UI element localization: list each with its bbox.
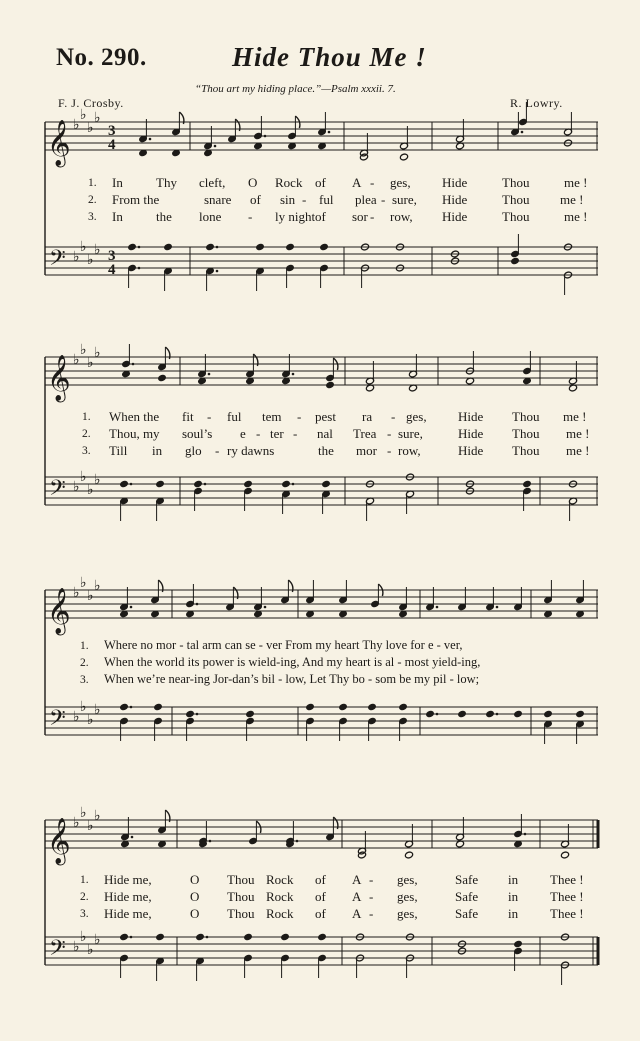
flat-sign: ♭ — [80, 575, 87, 591]
lyric-syllable: Safe — [455, 872, 479, 887]
lyric-syllable: - — [369, 906, 374, 921]
verse-number: 3. — [82, 445, 91, 457]
augmentation-dot — [196, 713, 199, 716]
composer-credit: R. Lowry. — [510, 96, 563, 110]
lyric-syllable: me ! — [566, 443, 590, 458]
augmentation-dot — [206, 936, 209, 939]
lyric-syllable: - — [387, 426, 392, 441]
flat-sign: ♭ — [80, 699, 87, 715]
flat-sign: ♭ — [94, 702, 101, 718]
lyric-syllable: Thou — [502, 192, 530, 207]
lyric-syllable: Thou — [227, 889, 255, 904]
lyric-syllable: ges, — [397, 906, 418, 921]
lyric-syllable: fit — [182, 409, 194, 424]
note-head — [285, 243, 294, 251]
lyric-syllable: me ! — [560, 192, 584, 207]
flat-sign: ♭ — [87, 712, 94, 728]
lyric-syllable: Rock — [266, 906, 294, 921]
note-head — [119, 703, 128, 711]
augmentation-dot — [214, 145, 217, 148]
lyric-syllable: the — [156, 209, 172, 224]
lyric-syllable: - — [369, 872, 374, 887]
note-head — [280, 933, 289, 941]
time-signature-top: 3 — [108, 123, 116, 139]
flat-sign: ♭ — [80, 805, 87, 821]
note-head — [522, 480, 531, 488]
lyric-syllable: sure, — [392, 192, 417, 207]
lyric-syllable: mor — [356, 443, 377, 458]
note-head — [317, 933, 326, 941]
hymn-number: No. 290. — [56, 44, 147, 71]
lyric-syllable: lone — [199, 209, 222, 224]
lyric-syllable: O — [190, 872, 200, 887]
augmentation-dot — [130, 706, 133, 709]
flat-sign: ♭ — [94, 932, 101, 948]
flat-sign: ♭ — [87, 252, 94, 268]
lyric-syllable: Thy — [156, 175, 177, 190]
augmentation-dot — [524, 833, 527, 836]
augmentation-dot — [204, 483, 207, 486]
lyric-syllable: - — [256, 426, 261, 441]
flat-sign: ♭ — [80, 239, 87, 255]
lyric-syllable: Thou — [502, 209, 530, 224]
lyric-syllable: O — [248, 175, 258, 190]
lyric-syllable: Thou — [502, 175, 530, 190]
flat-sign: ♭ — [94, 578, 101, 594]
lyric-syllable: Rock — [266, 872, 294, 887]
flat-sign: ♭ — [73, 939, 80, 955]
verse-number: 3. — [80, 674, 89, 686]
flat-sign: ♭ — [94, 110, 101, 126]
lyric-syllable: A — [352, 889, 362, 904]
verse-number: 3. — [80, 908, 89, 920]
augmentation-dot — [209, 840, 212, 843]
augmentation-dot — [138, 246, 141, 249]
augmentation-dot — [130, 483, 133, 486]
note-head — [560, 851, 569, 859]
lyric-syllable: A — [352, 906, 362, 921]
time-signature-bottom: 4 — [108, 137, 116, 153]
note-head — [193, 480, 202, 488]
lyric-syllable: glo — [185, 443, 202, 458]
lyric-syllable: cleft, — [199, 175, 226, 190]
verse-number: 2. — [80, 657, 89, 669]
lyricist-credit: F. J. Crosby. — [58, 96, 124, 110]
lyric-syllable: ges, — [397, 872, 418, 887]
note-head — [399, 153, 408, 161]
augmentation-dot — [436, 713, 439, 716]
lyric-syllable: - — [381, 192, 386, 207]
note-head — [163, 243, 172, 251]
flat-sign: ♭ — [73, 709, 80, 725]
lyric-syllable: Hide me, — [104, 872, 152, 887]
lyric-syllable: of — [250, 192, 261, 207]
lyric-syllable: Thou, my — [109, 426, 160, 441]
treble-clef: 𝄞 — [47, 588, 71, 634]
lyric-syllable: O — [190, 889, 200, 904]
note-head — [513, 940, 522, 948]
note-head — [513, 710, 522, 718]
note-head — [575, 710, 584, 718]
augmentation-dot — [196, 603, 199, 606]
lyric-syllable: Thou — [512, 443, 540, 458]
lyric-syllable: Hide — [458, 409, 484, 424]
augmentation-dot — [292, 373, 295, 376]
lyric-syllable: Thee ! — [550, 889, 584, 904]
lyric-syllable: ges, — [390, 175, 411, 190]
lyric-syllable: of — [315, 872, 326, 887]
augmentation-dot — [216, 246, 219, 249]
lyric-syllable: Thee ! — [550, 906, 584, 921]
flat-sign: ♭ — [80, 469, 87, 485]
lyric-syllable: In — [112, 209, 123, 224]
note-head — [245, 710, 254, 718]
lyric-syllable: soul’s — [182, 426, 213, 441]
lyric-syllable: A — [352, 175, 362, 190]
lyric-line: When the world its power is wield-ing, And my heart is al - most yield-ing, — [104, 655, 481, 669]
lyric-syllable: ly night — [275, 209, 316, 224]
lyric-syllable: - — [207, 409, 212, 424]
note-head — [398, 703, 407, 711]
flat-sign: ♭ — [94, 242, 101, 258]
lyric-syllable: Rock — [266, 889, 294, 904]
verse-number: 2. — [80, 891, 89, 903]
lyric-syllable: me ! — [566, 426, 590, 441]
note-head — [155, 933, 164, 941]
augmentation-dot — [264, 606, 267, 609]
lyric-syllable: tem — [262, 409, 282, 424]
lyric-syllable: From the — [112, 192, 160, 207]
augmentation-dot — [216, 270, 219, 273]
augmentation-dot — [264, 135, 267, 138]
augmentation-dot — [149, 138, 152, 141]
flat-sign: ♭ — [73, 585, 80, 601]
note-head — [485, 710, 494, 718]
augmentation-dot — [208, 373, 211, 376]
lyric-syllable: in — [508, 872, 519, 887]
lyric-syllable: - — [369, 889, 374, 904]
lyric-syllable: pest — [315, 409, 336, 424]
flat-sign: ♭ — [87, 588, 94, 604]
flat-sign: ♭ — [87, 942, 94, 958]
lyric-syllable: A — [352, 872, 362, 887]
lyric-syllable: Hide — [458, 443, 484, 458]
lyric-syllable: Thou — [512, 409, 540, 424]
lyric-syllable: When the — [109, 409, 160, 424]
flat-sign: ♭ — [94, 808, 101, 824]
bass-clef: 𝄢 — [49, 936, 66, 966]
lyric-syllable: nal — [317, 426, 333, 441]
note-head — [305, 703, 314, 711]
augmentation-dot — [328, 131, 331, 134]
lyric-syllable: plea — [355, 192, 377, 207]
note-head — [404, 851, 413, 859]
note-head — [543, 710, 552, 718]
flat-sign: ♭ — [73, 249, 80, 265]
note-head — [185, 710, 194, 718]
note-head — [338, 703, 347, 711]
augmentation-dot — [292, 483, 295, 486]
verse-number: 2. — [88, 194, 97, 206]
lyric-syllable: in — [508, 889, 519, 904]
note-head — [205, 243, 214, 251]
verse-number: 3. — [88, 211, 97, 223]
lyric-syllable: - — [370, 209, 375, 224]
time-signature-top: 3 — [108, 248, 116, 264]
lyric-syllable: ges, — [397, 889, 418, 904]
note-head — [157, 374, 166, 382]
verse-number: 1. — [88, 177, 97, 189]
time-signature-bottom: 4 — [108, 262, 116, 278]
note-head — [153, 703, 162, 711]
flat-sign: ♭ — [94, 345, 101, 361]
lyric-syllable: - — [297, 409, 302, 424]
lyric-syllable: snare — [204, 192, 232, 207]
lyric-syllable: me ! — [564, 175, 588, 190]
lyric-syllable: - — [370, 175, 375, 190]
lyric-line: Where no mor - tal arm can se - ver From my heart Thy love for e - ver, — [104, 638, 463, 652]
lyric-syllable: Hide — [442, 192, 468, 207]
augmentation-dot — [138, 267, 141, 270]
augmentation-dot — [296, 840, 299, 843]
lyric-syllable: - — [293, 426, 298, 441]
lyric-syllable: in — [152, 443, 163, 458]
note-head — [243, 480, 252, 488]
lyric-syllable: - — [387, 443, 392, 458]
flat-sign: ♭ — [73, 815, 80, 831]
note-head — [155, 480, 164, 488]
lyric-syllable: ter — [270, 426, 284, 441]
augmentation-dot — [130, 936, 133, 939]
lyric-syllable: sin — [280, 192, 296, 207]
lyric-syllable: In — [112, 175, 123, 190]
flat-sign: ♭ — [73, 352, 80, 368]
lyric-syllable: Hide me, — [104, 889, 152, 904]
note-head — [243, 933, 252, 941]
lyric-syllable: - — [391, 409, 396, 424]
lyric-syllable: Till — [109, 443, 128, 458]
lyric-syllable: e — [240, 426, 246, 441]
hymn-title: Hide Thou Me ! — [232, 42, 427, 72]
lyric-syllable: ra — [362, 409, 373, 424]
note-head — [119, 480, 128, 488]
lyric-syllable: the — [318, 443, 334, 458]
lyric-syllable: row, — [398, 443, 421, 458]
note-head — [321, 480, 330, 488]
treble-clef: 𝄞 — [47, 120, 71, 166]
lyric-syllable: in — [508, 906, 519, 921]
lyric-syllable: Hide — [442, 175, 468, 190]
lyric-syllable: of — [315, 175, 326, 190]
flat-sign: ♭ — [87, 355, 94, 371]
note-head — [319, 243, 328, 251]
lyric-syllable: me ! — [563, 409, 587, 424]
verse-number: 1. — [80, 874, 89, 886]
lyric-syllable: - — [215, 443, 220, 458]
bass-clef: 𝄢 — [49, 476, 66, 506]
lyric-syllable: Trea — [353, 426, 377, 441]
lyric-syllable: of — [315, 889, 326, 904]
lyric-syllable: ful — [319, 192, 334, 207]
lyric-syllable: ful — [227, 409, 242, 424]
lyric-syllable: Thou — [227, 906, 255, 921]
flat-sign: ♭ — [80, 107, 87, 123]
lyric-syllable: row, — [390, 209, 413, 224]
flat-sign: ♭ — [80, 929, 87, 945]
augmentation-dot — [436, 606, 439, 609]
lyric-line: When we’re near-ing Jor-dan’s bil - low, Let Thy bo - som be my pil - low; — [104, 672, 480, 686]
note-head — [457, 710, 466, 718]
treble-clef: 𝄞 — [47, 355, 71, 401]
note-head — [119, 933, 128, 941]
flat-sign: ♭ — [87, 482, 94, 498]
augmentation-dot — [131, 836, 134, 839]
note-head — [510, 257, 519, 265]
note-head — [325, 381, 334, 389]
lyric-syllable: Hide me, — [104, 906, 152, 921]
verse-number: 2. — [82, 428, 91, 440]
lyric-syllable: ges, — [406, 409, 427, 424]
note-head — [425, 710, 434, 718]
verse-number: 1. — [82, 411, 91, 423]
note-head — [127, 243, 136, 251]
flat-sign: ♭ — [87, 120, 94, 136]
augmentation-dot — [130, 606, 133, 609]
augmentation-dot — [132, 363, 135, 366]
lyric-syllable: Thou — [227, 872, 255, 887]
lyric-syllable: Hide — [458, 426, 484, 441]
flat-sign: ♭ — [80, 342, 87, 358]
lyric-syllable: Safe — [455, 889, 479, 904]
bass-clef: 𝄢 — [49, 706, 66, 736]
lyric-syllable: - — [302, 192, 307, 207]
note-head — [255, 243, 264, 251]
augmentation-dot — [521, 131, 524, 134]
flat-sign: ♭ — [73, 117, 80, 133]
flat-sign: ♭ — [94, 472, 101, 488]
note-head — [367, 703, 376, 711]
verse-number: 1. — [80, 640, 89, 652]
lyric-syllable: Rock — [275, 175, 303, 190]
lyric-syllable: Hide — [442, 209, 468, 224]
lyric-syllable: - — [248, 209, 253, 224]
lyric-syllable: me ! — [564, 209, 588, 224]
flat-sign: ♭ — [87, 818, 94, 834]
scripture-quote: “Thou art my hiding place.”—Psalm xxxii. 7. — [195, 83, 396, 95]
lyric-syllable: Thou — [512, 426, 540, 441]
flat-sign: ♭ — [73, 479, 80, 495]
augmentation-dot — [496, 606, 499, 609]
lyric-syllable: Thee ! — [550, 872, 584, 887]
augmentation-dot — [496, 713, 499, 716]
note-head — [281, 480, 290, 488]
lyric-syllable: Safe — [455, 906, 479, 921]
lyric-syllable: O — [190, 906, 200, 921]
note-head — [195, 933, 204, 941]
treble-clef: 𝄞 — [47, 818, 71, 864]
lyric-syllable: sure, — [398, 426, 423, 441]
lyric-syllable: of — [315, 906, 326, 921]
bass-clef: 𝄢 — [49, 246, 66, 276]
lyric-syllable: sor — [352, 209, 368, 224]
lyric-syllable: of — [315, 209, 326, 224]
lyric-syllable: ry dawns — [227, 443, 275, 458]
